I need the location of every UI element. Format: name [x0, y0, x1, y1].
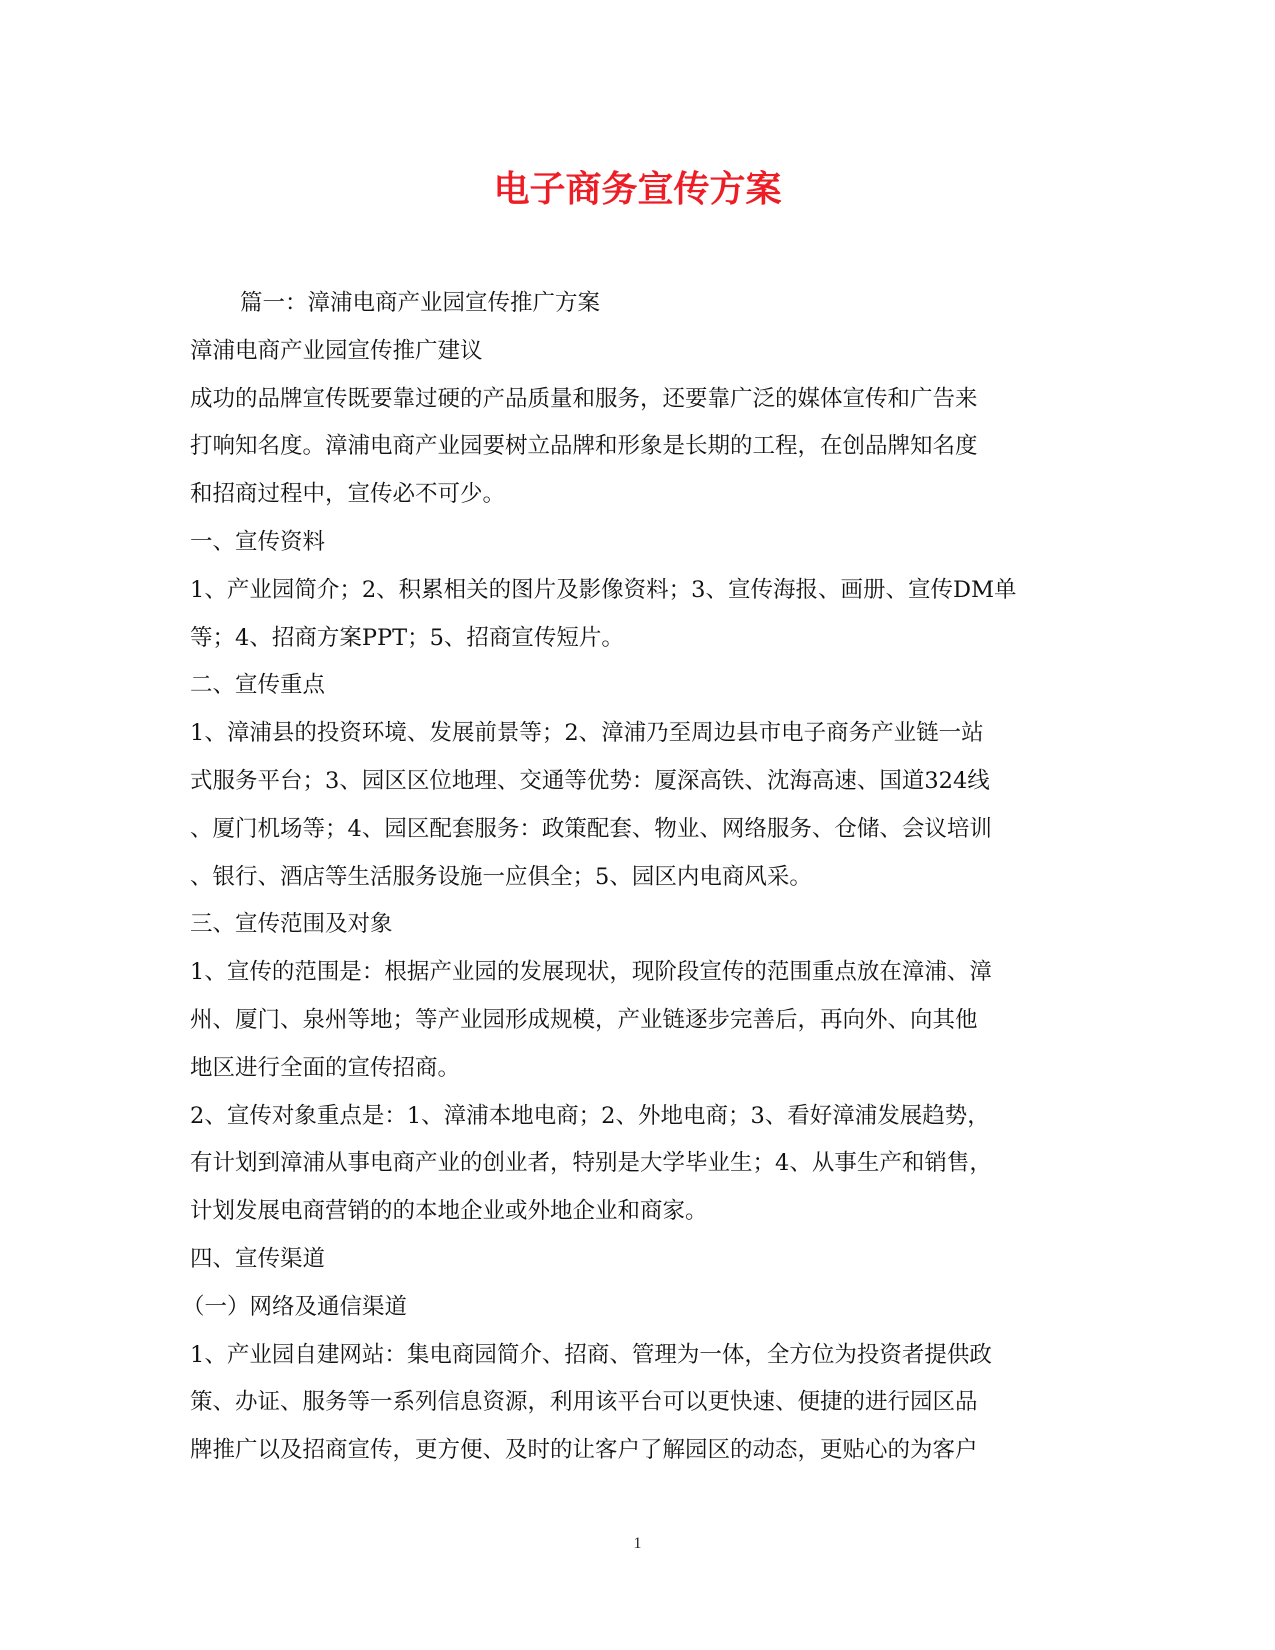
- paragraph-line: 、银行、酒店等生活服务设施一应俱全；5、园区内电商风采。: [190, 863, 812, 890]
- paragraph-line: 等；4、招商方案PPT；5、招商宣传短片。: [190, 624, 624, 651]
- paragraph-line: 式服务平台；3、园区区位地理、交通等优势：厦深高铁、沈海高速、国道324线: [190, 767, 990, 794]
- section-heading-part1: 篇一：漳浦电商产业园宣传推广方案: [240, 290, 601, 316]
- document-title: 电子商务宣传方案: [493, 168, 782, 210]
- paragraph-line: 成功的品牌宣传既要靠过硬的产品质量和服务，还要靠广泛的媒体宣传和广告来: [190, 385, 978, 412]
- section-heading-focus: 二、宣传重点: [190, 672, 326, 699]
- paragraph-line: 1、产业园自建网站：集电商园简介、招商、管理为一体，全方位为投资者提供政: [190, 1341, 992, 1368]
- document-body: [182, 280, 1075, 1475]
- paragraph-line: 有计划到漳浦从事电商产业的创业者，特别是大学毕业生；4、从事生产和销售，: [190, 1150, 992, 1177]
- paragraph-line: 1、产业园简介；2、积累相关的图片及影像资料；3、宣传海报、画册、宣传DM单: [190, 576, 1017, 603]
- paragraph-line: 和招商过程中，宣传必不可少。: [190, 481, 506, 508]
- subsection-heading-network: （一）网络及通信渠道: [182, 1293, 408, 1320]
- page-number: 1: [633, 1535, 642, 1552]
- paragraph-line: 打响知名度。漳浦电商产业园要树立品牌和形象是长期的工程，在创品牌知名度: [190, 433, 978, 460]
- paragraph-line: 牌推广以及招商宣传，更方便、及时的让客户了解园区的动态，更贴心的为客户: [190, 1437, 978, 1464]
- section-heading-channels: 四、宣传渠道: [190, 1245, 326, 1272]
- paragraph-line: 计划发展电商营销的的本地企业或外地企业和商家。: [190, 1198, 708, 1225]
- section-heading-materials: 一、宣传资料: [190, 528, 326, 555]
- section-heading-scope: 三、宣传范围及对象: [190, 911, 393, 938]
- subheading-promotion-suggestion: 漳浦电商产业园宣传推广建议: [190, 337, 483, 364]
- paragraph-line: 州、厦门、泉州等地；等产业园形成规模，产业链逐步完善后，再向外、向其他: [190, 1006, 978, 1033]
- paragraph-line: 1、漳浦县的投资环境、发展前景等；2、漳浦乃至周边县市电子商务产业链一站: [190, 720, 984, 747]
- paragraph-line: 策、办证、服务等一系列信息资源，利用该平台可以更快速、便捷的进行园区品: [190, 1389, 978, 1416]
- paragraph-line: 1、宣传的范围是：根据产业园的发展现状，现阶段宣传的范围重点放在漳浦、漳: [190, 959, 992, 986]
- paragraph-line: 、厦门机场等；4、园区配套服务：政策配套、物业、网络服务、仓储、会议培训: [190, 815, 992, 842]
- paragraph-line: 地区进行全面的宣传招商。: [190, 1054, 461, 1081]
- paragraph-line: 2、宣传对象重点是：1、漳浦本地电商；2、外地电商；3、看好漳浦发展趋势，: [190, 1102, 990, 1129]
